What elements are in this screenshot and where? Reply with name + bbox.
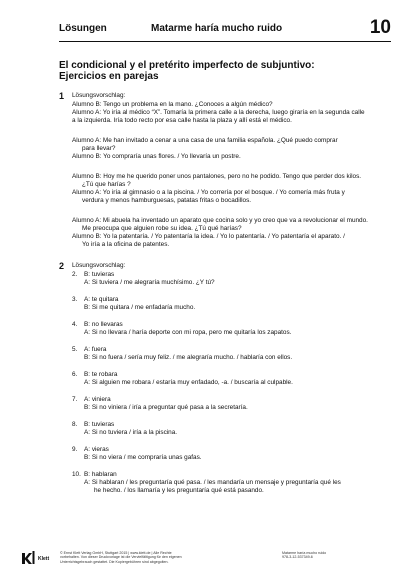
exercise-1-subhead: Lösungsvorschlag: bbox=[72, 92, 126, 99]
footer-source-title: Matarme haría mucho ruido bbox=[282, 551, 327, 555]
item-number: 5. bbox=[72, 346, 78, 353]
exercise-2-number: 2 bbox=[59, 261, 65, 271]
item-answer: A: Si tuviera / me alegraría muchísimo. ¿Y tú? bbox=[84, 279, 215, 286]
dialog-line: Alumno B: Yo compraría unas flores. / Yo llevaría un postre. bbox=[72, 153, 241, 160]
page-header bbox=[59, 17, 391, 38]
item-answer: B: Si no viera / me compraría unas gafas. bbox=[84, 454, 202, 461]
item-answer: B: te robara bbox=[84, 371, 118, 378]
exercise-2 bbox=[59, 262, 391, 512]
dialog-line: Me preocupa que alguien robe su idea. ¿Tú qué harías? bbox=[82, 225, 242, 232]
item-number: 9. bbox=[72, 446, 78, 453]
page-title-line-1: El condicional y el pretérito imperfecto de subjuntivo: bbox=[59, 60, 315, 71]
copyright-line: © Ernst Klett Verlag GmbH, Stuttgart 2015 | www.klett.de | Alle Rechte bbox=[60, 551, 172, 555]
item-number: 6. bbox=[72, 371, 78, 378]
dialog-line: verdura y menos hamburguesas, patatas fritas o bocadillos. bbox=[82, 197, 252, 204]
page-title bbox=[59, 60, 389, 82]
exercise-1-number: 1 bbox=[59, 91, 65, 101]
item-number: 4. bbox=[72, 321, 78, 328]
item-answer: he hecho. / los llamaría y les preguntaría qué está pasando. bbox=[94, 487, 264, 494]
item-answer: A: viniera bbox=[84, 396, 111, 403]
item-number: 8. bbox=[72, 421, 78, 428]
exercise-1 bbox=[59, 92, 391, 262]
dialog-line: Alumno A: Mi abuela ha inventado un aparato que cocina solo y yo creo que va a revolucionar el mundo. bbox=[72, 217, 368, 224]
item-answer: A: fuera bbox=[84, 346, 107, 353]
item-answer: A: Si no tuviera / iría a la piscina. bbox=[84, 429, 178, 436]
item-answer: B: Si no fuera / sería muy feliz. / me alegraría mucho. / hablaría con ellos. bbox=[84, 354, 293, 361]
item-answer: A: vieras bbox=[84, 446, 109, 453]
dialog-line: Alumno A: Yo iría al gimnasio o a la piscina. / Yo correría por el bosque. / Yo comería más fruta y bbox=[72, 189, 345, 196]
item-answer: B: Si no viniera / iría a preguntar qué pasa a la secretaría. bbox=[84, 404, 248, 411]
item-number: 7. bbox=[72, 396, 78, 403]
dialog-line: para llevar? bbox=[82, 145, 116, 152]
item-answer: A: Si hablaran / les preguntaría qué pasa. / les mandaría un mensaje y preguntaría qué les bbox=[84, 479, 341, 486]
item-answer: B: no llevaras bbox=[84, 321, 123, 328]
item-answer: A: Si alguien me robara / estaría muy enfadado, -a. / buscaría al culpable. bbox=[84, 379, 293, 386]
copyright-line: Unterrichtsgebrauch gestattet. Die Kopiergebühren sind abgegolten. bbox=[60, 559, 169, 564]
dialog-line: Alumno B: Tengo un problema en la mano. ¿Conoces a algún médico? bbox=[72, 101, 273, 108]
dialog-line: Alumno A: Me han invitado a cenar a una casa de una familia española. ¿Qué puedo comprar bbox=[72, 137, 338, 144]
copyright-notice bbox=[60, 551, 210, 564]
item-answer: A: Si no llevara / haría deporte con mi ropa, pero me quitaría los zapatos. bbox=[84, 329, 292, 336]
dialog-line: Alumno B: Hoy me he querido poner unos pantalones, pero no he podido. Tengo que perder dos kilos. bbox=[72, 173, 362, 180]
header-label: Lösungen bbox=[59, 23, 107, 34]
item-number: 2. bbox=[72, 271, 78, 278]
item-answer: B: hablaran bbox=[84, 471, 117, 478]
page-title-line-2: Ejercicios en parejas bbox=[59, 71, 159, 82]
copyright-line: vorbehalten. Von dieser Druckvorlage ist die Vervielfältigung für den eigenen bbox=[60, 555, 182, 560]
page-footer bbox=[20, 549, 400, 569]
dialog-line: Alumno B: Yo la patentaría. / Yo patentaría la idea. / Yo lo patentaría. / Yo patentaría el aparato. / bbox=[72, 233, 345, 240]
item-answer: A: te quitara bbox=[84, 296, 119, 303]
chapter-number: 10 bbox=[369, 17, 391, 38]
dialog-line: a la izquierda. Iría todo recto por esa calle hasta la plaza y allí está el médico. bbox=[72, 117, 292, 124]
klett-logo bbox=[20, 549, 36, 566]
item-answer: B: tuvieras bbox=[84, 421, 115, 428]
dialog-line: ¿Tú que harías ? bbox=[82, 181, 131, 188]
footer-source bbox=[282, 551, 392, 560]
logo-wordmark: Klett bbox=[38, 556, 50, 562]
header-divider bbox=[59, 41, 391, 42]
item-answer: B: Si me quitara / me enfadaría mucho. bbox=[84, 304, 196, 311]
dialog-line: Yo iría a la oficina de patentes. bbox=[82, 241, 170, 248]
dialog-line: Alumno A: Yo iría al médico “X”. Tomaría la primera calle a la derecha, luego giraría en la segunda calle bbox=[72, 109, 365, 116]
item-number: 10. bbox=[72, 471, 81, 478]
item-number: 3. bbox=[72, 296, 78, 303]
item-answer: B: tuvieras bbox=[84, 271, 115, 278]
exercise-2-subhead: Lösungsvorschlag: bbox=[72, 262, 126, 269]
header-title: Matarme haría mucho ruido bbox=[151, 23, 283, 34]
footer-isbn: 978-3-12-537349-6 bbox=[282, 555, 313, 560]
